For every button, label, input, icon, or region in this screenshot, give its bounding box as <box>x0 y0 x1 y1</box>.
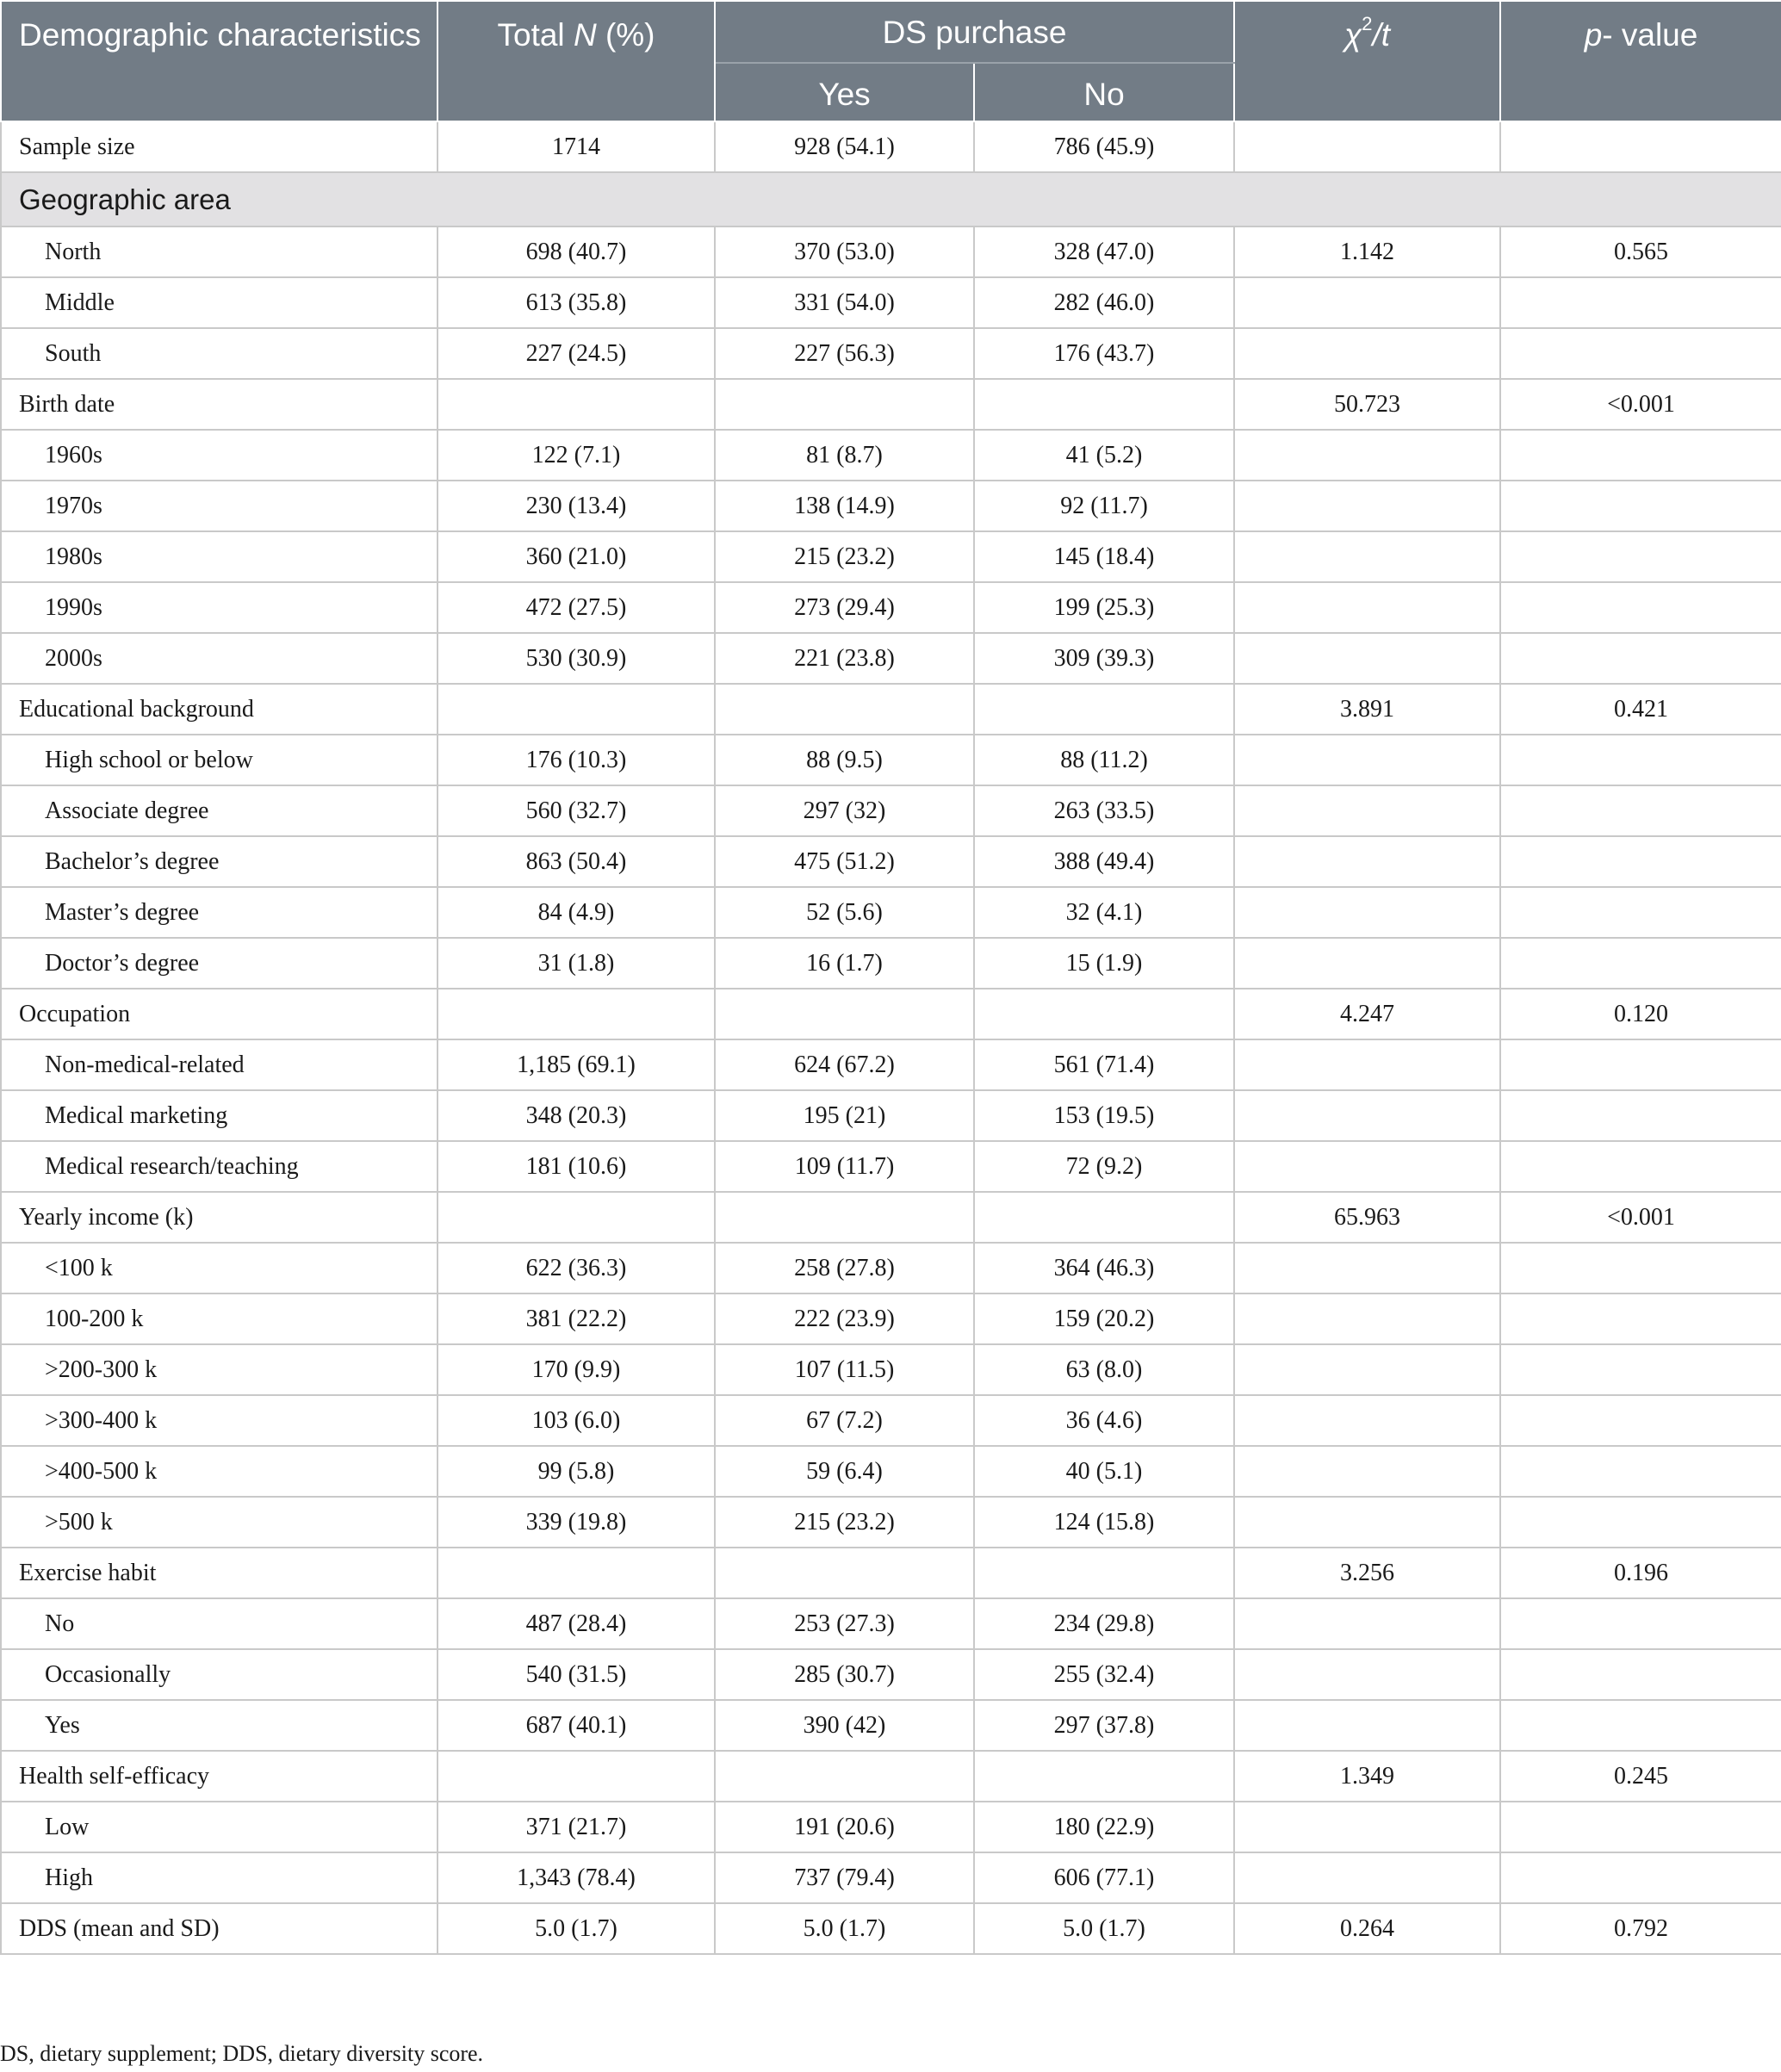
yes-cell: 227 (56.3) <box>715 328 974 379</box>
no-cell: 309 (39.3) <box>974 633 1234 684</box>
statistic-cell <box>1234 1446 1500 1497</box>
table-row <box>1 1243 1781 1293</box>
yes-cell: 222 (23.9) <box>715 1293 974 1344</box>
yes-cell: 107 (11.5) <box>715 1344 974 1395</box>
p-value-cell <box>1500 430 1781 481</box>
p-value-cell <box>1500 1598 1781 1649</box>
no-cell: 15 (1.9) <box>974 938 1234 989</box>
total-cell: 687 (40.1) <box>437 1700 715 1751</box>
yes-cell: 109 (11.7) <box>715 1141 974 1192</box>
row-label: Doctor’s degree <box>1 938 437 989</box>
table-row <box>1 481 1781 531</box>
yes-cell: 52 (5.6) <box>715 887 974 938</box>
yes-cell: 331 (54.0) <box>715 277 974 328</box>
row-label: High <box>1 1852 437 1903</box>
row-label: 1980s <box>1 531 437 582</box>
statistic-cell <box>1234 633 1500 684</box>
p-value-cell <box>1500 1395 1781 1446</box>
p-value-cell <box>1500 277 1781 328</box>
no-cell <box>974 1751 1234 1802</box>
row-label: Medical marketing <box>1 1090 437 1141</box>
table-row <box>1 1141 1781 1192</box>
total-cell: 863 (50.4) <box>437 836 715 887</box>
p-value-cell <box>1500 735 1781 785</box>
statistic-cell <box>1234 1395 1500 1446</box>
p-value-cell: 0.120 <box>1500 989 1781 1039</box>
p-value-cell <box>1500 1243 1781 1293</box>
no-cell: 32 (4.1) <box>974 887 1234 938</box>
statistic-cell <box>1234 1700 1500 1751</box>
total-cell: 230 (13.4) <box>437 481 715 531</box>
no-cell: 561 (71.4) <box>974 1039 1234 1090</box>
row-label: Medical research/teaching <box>1 1141 437 1192</box>
yes-cell: 370 (53.0) <box>715 226 974 277</box>
p-value-cell: 0.196 <box>1500 1548 1781 1598</box>
total-cell: 698 (40.7) <box>437 226 715 277</box>
no-cell: 5.0 (1.7) <box>974 1903 1234 1954</box>
statistic-cell: 3.256 <box>1234 1548 1500 1598</box>
table-row <box>1 1903 1781 1954</box>
statistic-cell <box>1234 277 1500 328</box>
statistic-cell <box>1234 1598 1500 1649</box>
p-value-cell <box>1500 1497 1781 1548</box>
table-row <box>1 785 1781 836</box>
total-cell: 103 (6.0) <box>437 1395 715 1446</box>
row-label: Health self-efficacy <box>1 1751 437 1802</box>
p-value-cell <box>1500 531 1781 582</box>
row-label: Exercise habit <box>1 1548 437 1598</box>
table-row <box>1 430 1781 481</box>
no-cell: 255 (32.4) <box>974 1649 1234 1700</box>
no-cell: 180 (22.9) <box>974 1802 1234 1852</box>
yes-cell: 273 (29.4) <box>715 582 974 633</box>
row-label: Occupation <box>1 989 437 1039</box>
yes-cell: 16 (1.7) <box>715 938 974 989</box>
no-cell: 153 (19.5) <box>974 1090 1234 1141</box>
yes-cell <box>715 1751 974 1802</box>
section-label: Geographic area <box>1 172 1781 226</box>
row-label: Educational background <box>1 684 437 735</box>
statistic-cell <box>1234 1243 1500 1293</box>
row-label: 1970s <box>1 481 437 531</box>
table-row <box>1 277 1781 328</box>
no-cell: 199 (25.3) <box>974 582 1234 633</box>
yes-cell: 258 (27.8) <box>715 1243 974 1293</box>
table-row <box>1 1700 1781 1751</box>
row-label: 1990s <box>1 582 437 633</box>
total-cell: 1714 <box>437 121 715 172</box>
table-header <box>1 1 1781 121</box>
total-cell <box>437 379 715 430</box>
statistic-cell <box>1234 582 1500 633</box>
row-label: North <box>1 226 437 277</box>
p-value-cell: 0.565 <box>1500 226 1781 277</box>
table-row <box>1 121 1781 172</box>
table-footnote: DS, dietary supplement; DDS, dietary diversity score. <box>0 2041 484 2066</box>
header-ds-purchase: DS purchase <box>715 1 1234 63</box>
yes-cell: 285 (30.7) <box>715 1649 974 1700</box>
total-cell: 181 (10.6) <box>437 1141 715 1192</box>
total-cell: 472 (27.5) <box>437 582 715 633</box>
section-row <box>1 172 1781 226</box>
total-cell: 560 (32.7) <box>437 785 715 836</box>
table-body <box>1 121 1781 1954</box>
total-cell: 122 (7.1) <box>437 430 715 481</box>
p-value-cell <box>1500 1802 1781 1852</box>
no-cell <box>974 1192 1234 1243</box>
table-row <box>1 633 1781 684</box>
no-cell: 72 (9.2) <box>974 1141 1234 1192</box>
yes-cell: 67 (7.2) <box>715 1395 974 1446</box>
total-cell: 1,343 (78.4) <box>437 1852 715 1903</box>
no-cell: 176 (43.7) <box>974 328 1234 379</box>
table-row <box>1 1039 1781 1090</box>
row-label: Yearly income (k) <box>1 1192 437 1243</box>
yes-cell: 221 (23.8) <box>715 633 974 684</box>
statistic-cell <box>1234 481 1500 531</box>
total-cell: 540 (31.5) <box>437 1649 715 1700</box>
p-value-cell <box>1500 633 1781 684</box>
table-row <box>1 328 1781 379</box>
no-cell: 263 (33.5) <box>974 785 1234 836</box>
p-value-cell <box>1500 328 1781 379</box>
total-cell: 5.0 (1.7) <box>437 1903 715 1954</box>
statistic-cell <box>1234 1293 1500 1344</box>
statistic-cell <box>1234 1852 1500 1903</box>
total-cell: 487 (28.4) <box>437 1598 715 1649</box>
header-chi-square-t: $\chi^2/t$ <box>1234 1 1500 121</box>
yes-cell: 475 (51.2) <box>715 836 974 887</box>
statistic-cell <box>1234 836 1500 887</box>
yes-cell <box>715 1192 974 1243</box>
row-label: Associate degree <box>1 785 437 836</box>
table-row <box>1 226 1781 277</box>
no-cell <box>974 1548 1234 1598</box>
row-label: Occasionally <box>1 1649 437 1700</box>
yes-cell: 191 (20.6) <box>715 1802 974 1852</box>
no-cell: 145 (18.4) <box>974 531 1234 582</box>
total-cell: 381 (22.2) <box>437 1293 715 1344</box>
row-label: High school or below <box>1 735 437 785</box>
yes-cell: 928 (54.1) <box>715 121 974 172</box>
statistic-cell <box>1234 328 1500 379</box>
row-label: Master’s degree <box>1 887 437 938</box>
total-cell <box>437 989 715 1039</box>
p-value-cell <box>1500 1141 1781 1192</box>
header-p-value: p- value <box>1500 1 1781 121</box>
statistic-cell <box>1234 1344 1500 1395</box>
header-no: No <box>974 63 1234 121</box>
row-label: >300-400 k <box>1 1395 437 1446</box>
row-label: Yes <box>1 1700 437 1751</box>
table-row <box>1 1649 1781 1700</box>
p-value-cell: 0.245 <box>1500 1751 1781 1802</box>
row-label: DDS (mean and SD) <box>1 1903 437 1954</box>
statistic-cell <box>1234 938 1500 989</box>
statistic-cell <box>1234 1141 1500 1192</box>
no-cell: 234 (29.8) <box>974 1598 1234 1649</box>
statistic-cell <box>1234 1497 1500 1548</box>
total-cell: 84 (4.9) <box>437 887 715 938</box>
p-value-cell <box>1500 1700 1781 1751</box>
row-label: 100-200 k <box>1 1293 437 1344</box>
p-value-cell <box>1500 1039 1781 1090</box>
no-cell: 282 (46.0) <box>974 277 1234 328</box>
statistic-cell: 1.349 <box>1234 1751 1500 1802</box>
statistic-cell <box>1234 1802 1500 1852</box>
p-value-cell: <0.001 <box>1500 1192 1781 1243</box>
p-value-cell <box>1500 1446 1781 1497</box>
yes-cell <box>715 684 974 735</box>
statistic-cell <box>1234 1039 1500 1090</box>
yes-cell: 81 (8.7) <box>715 430 974 481</box>
statistic-cell <box>1234 121 1500 172</box>
no-cell <box>974 379 1234 430</box>
p-value-cell <box>1500 1344 1781 1395</box>
table-row <box>1 1548 1781 1598</box>
total-cell: 339 (19.8) <box>437 1497 715 1548</box>
total-cell: 176 (10.3) <box>437 735 715 785</box>
total-cell: 99 (5.8) <box>437 1446 715 1497</box>
row-label: >200-300 k <box>1 1344 437 1395</box>
no-cell: 41 (5.2) <box>974 430 1234 481</box>
statistic-cell <box>1234 887 1500 938</box>
row-label: Middle <box>1 277 437 328</box>
table-row <box>1 1293 1781 1344</box>
total-cell: 31 (1.8) <box>437 938 715 989</box>
no-cell: 159 (20.2) <box>974 1293 1234 1344</box>
yes-cell: 624 (67.2) <box>715 1039 974 1090</box>
table-row <box>1 1598 1781 1649</box>
p-value-cell <box>1500 836 1781 887</box>
table-row <box>1 1446 1781 1497</box>
row-label: South <box>1 328 437 379</box>
row-label: Birth date <box>1 379 437 430</box>
total-cell <box>437 1751 715 1802</box>
table-row <box>1 1344 1781 1395</box>
total-cell: 227 (24.5) <box>437 328 715 379</box>
no-cell: 328 (47.0) <box>974 226 1234 277</box>
total-cell: 170 (9.9) <box>437 1344 715 1395</box>
yes-cell: 5.0 (1.7) <box>715 1903 974 1954</box>
yes-cell: 88 (9.5) <box>715 735 974 785</box>
no-cell <box>974 989 1234 1039</box>
p-value-cell <box>1500 887 1781 938</box>
row-label: Non-medical-related <box>1 1039 437 1090</box>
yes-cell <box>715 1548 974 1598</box>
p-value-cell <box>1500 481 1781 531</box>
statistic-cell <box>1234 735 1500 785</box>
row-label: <100 k <box>1 1243 437 1293</box>
total-cell <box>437 1192 715 1243</box>
header-yes: Yes <box>715 63 974 121</box>
statistic-cell <box>1234 785 1500 836</box>
statistic-cell: 0.264 <box>1234 1903 1500 1954</box>
statistic-cell <box>1234 1649 1500 1700</box>
row-label: >500 k <box>1 1497 437 1548</box>
row-label: Sample size <box>1 121 437 172</box>
yes-cell: 195 (21) <box>715 1090 974 1141</box>
total-cell: 530 (30.9) <box>437 633 715 684</box>
table-row <box>1 379 1781 430</box>
statistic-cell: 4.247 <box>1234 989 1500 1039</box>
no-cell: 92 (11.7) <box>974 481 1234 531</box>
yes-cell: 59 (6.4) <box>715 1446 974 1497</box>
statistic-cell <box>1234 1090 1500 1141</box>
p-value-cell <box>1500 1293 1781 1344</box>
row-label: No <box>1 1598 437 1649</box>
statistic-cell <box>1234 430 1500 481</box>
yes-cell: 138 (14.9) <box>715 481 974 531</box>
total-cell: 613 (35.8) <box>437 277 715 328</box>
no-cell: 297 (37.8) <box>974 1700 1234 1751</box>
yes-cell <box>715 989 974 1039</box>
yes-cell: 215 (23.2) <box>715 531 974 582</box>
p-value-cell <box>1500 785 1781 836</box>
p-value-cell <box>1500 582 1781 633</box>
table-row <box>1 1751 1781 1802</box>
total-cell: 360 (21.0) <box>437 531 715 582</box>
row-label: 1960s <box>1 430 437 481</box>
no-cell: 786 (45.9) <box>974 121 1234 172</box>
table-row <box>1 938 1781 989</box>
table-row <box>1 887 1781 938</box>
no-cell: 63 (8.0) <box>974 1344 1234 1395</box>
no-cell: 364 (46.3) <box>974 1243 1234 1293</box>
statistic-cell: 3.891 <box>1234 684 1500 735</box>
p-value-cell: <0.001 <box>1500 379 1781 430</box>
total-cell: 371 (21.7) <box>437 1802 715 1852</box>
row-label: >400-500 k <box>1 1446 437 1497</box>
table-row <box>1 1192 1781 1243</box>
no-cell: 40 (5.1) <box>974 1446 1234 1497</box>
p-value-cell <box>1500 1090 1781 1141</box>
p-value-cell <box>1500 121 1781 172</box>
row-label: Low <box>1 1802 437 1852</box>
table-row <box>1 1497 1781 1548</box>
table-row <box>1 836 1781 887</box>
yes-cell <box>715 379 974 430</box>
statistic-cell: 65.963 <box>1234 1192 1500 1243</box>
yes-cell: 737 (79.4) <box>715 1852 974 1903</box>
table-row <box>1 735 1781 785</box>
table-row <box>1 989 1781 1039</box>
table-row <box>1 1852 1781 1903</box>
statistic-cell: 1.142 <box>1234 226 1500 277</box>
total-cell <box>437 1548 715 1598</box>
no-cell: 124 (15.8) <box>974 1497 1234 1548</box>
yes-cell: 215 (23.2) <box>715 1497 974 1548</box>
p-value-cell <box>1500 1852 1781 1903</box>
no-cell: 388 (49.4) <box>974 836 1234 887</box>
total-cell: 622 (36.3) <box>437 1243 715 1293</box>
no-cell: 36 (4.6) <box>974 1395 1234 1446</box>
header-demographic-characteristics: Demographic characteristics <box>1 1 437 121</box>
statistic-cell <box>1234 531 1500 582</box>
table-row <box>1 1395 1781 1446</box>
statistic-cell: 50.723 <box>1234 379 1500 430</box>
no-cell: 88 (11.2) <box>974 735 1234 785</box>
table-row <box>1 531 1781 582</box>
yes-cell: 390 (42) <box>715 1700 974 1751</box>
table-row <box>1 1090 1781 1141</box>
yes-cell: 297 (32) <box>715 785 974 836</box>
table-row <box>1 1802 1781 1852</box>
total-cell <box>437 684 715 735</box>
total-cell: 1,185 (69.1) <box>437 1039 715 1090</box>
table-row <box>1 684 1781 735</box>
p-value-cell: 0.792 <box>1500 1903 1781 1954</box>
total-cell: 348 (20.3) <box>437 1090 715 1141</box>
header-total-n: Total N (%) <box>437 1 715 121</box>
row-label: Bachelor’s degree <box>1 836 437 887</box>
table-row <box>1 582 1781 633</box>
p-value-cell: 0.421 <box>1500 684 1781 735</box>
p-value-cell <box>1500 1649 1781 1700</box>
p-value-cell <box>1500 938 1781 989</box>
yes-cell: 253 (27.3) <box>715 1598 974 1649</box>
no-cell <box>974 684 1234 735</box>
no-cell: 606 (77.1) <box>974 1852 1234 1903</box>
row-label: 2000s <box>1 633 437 684</box>
